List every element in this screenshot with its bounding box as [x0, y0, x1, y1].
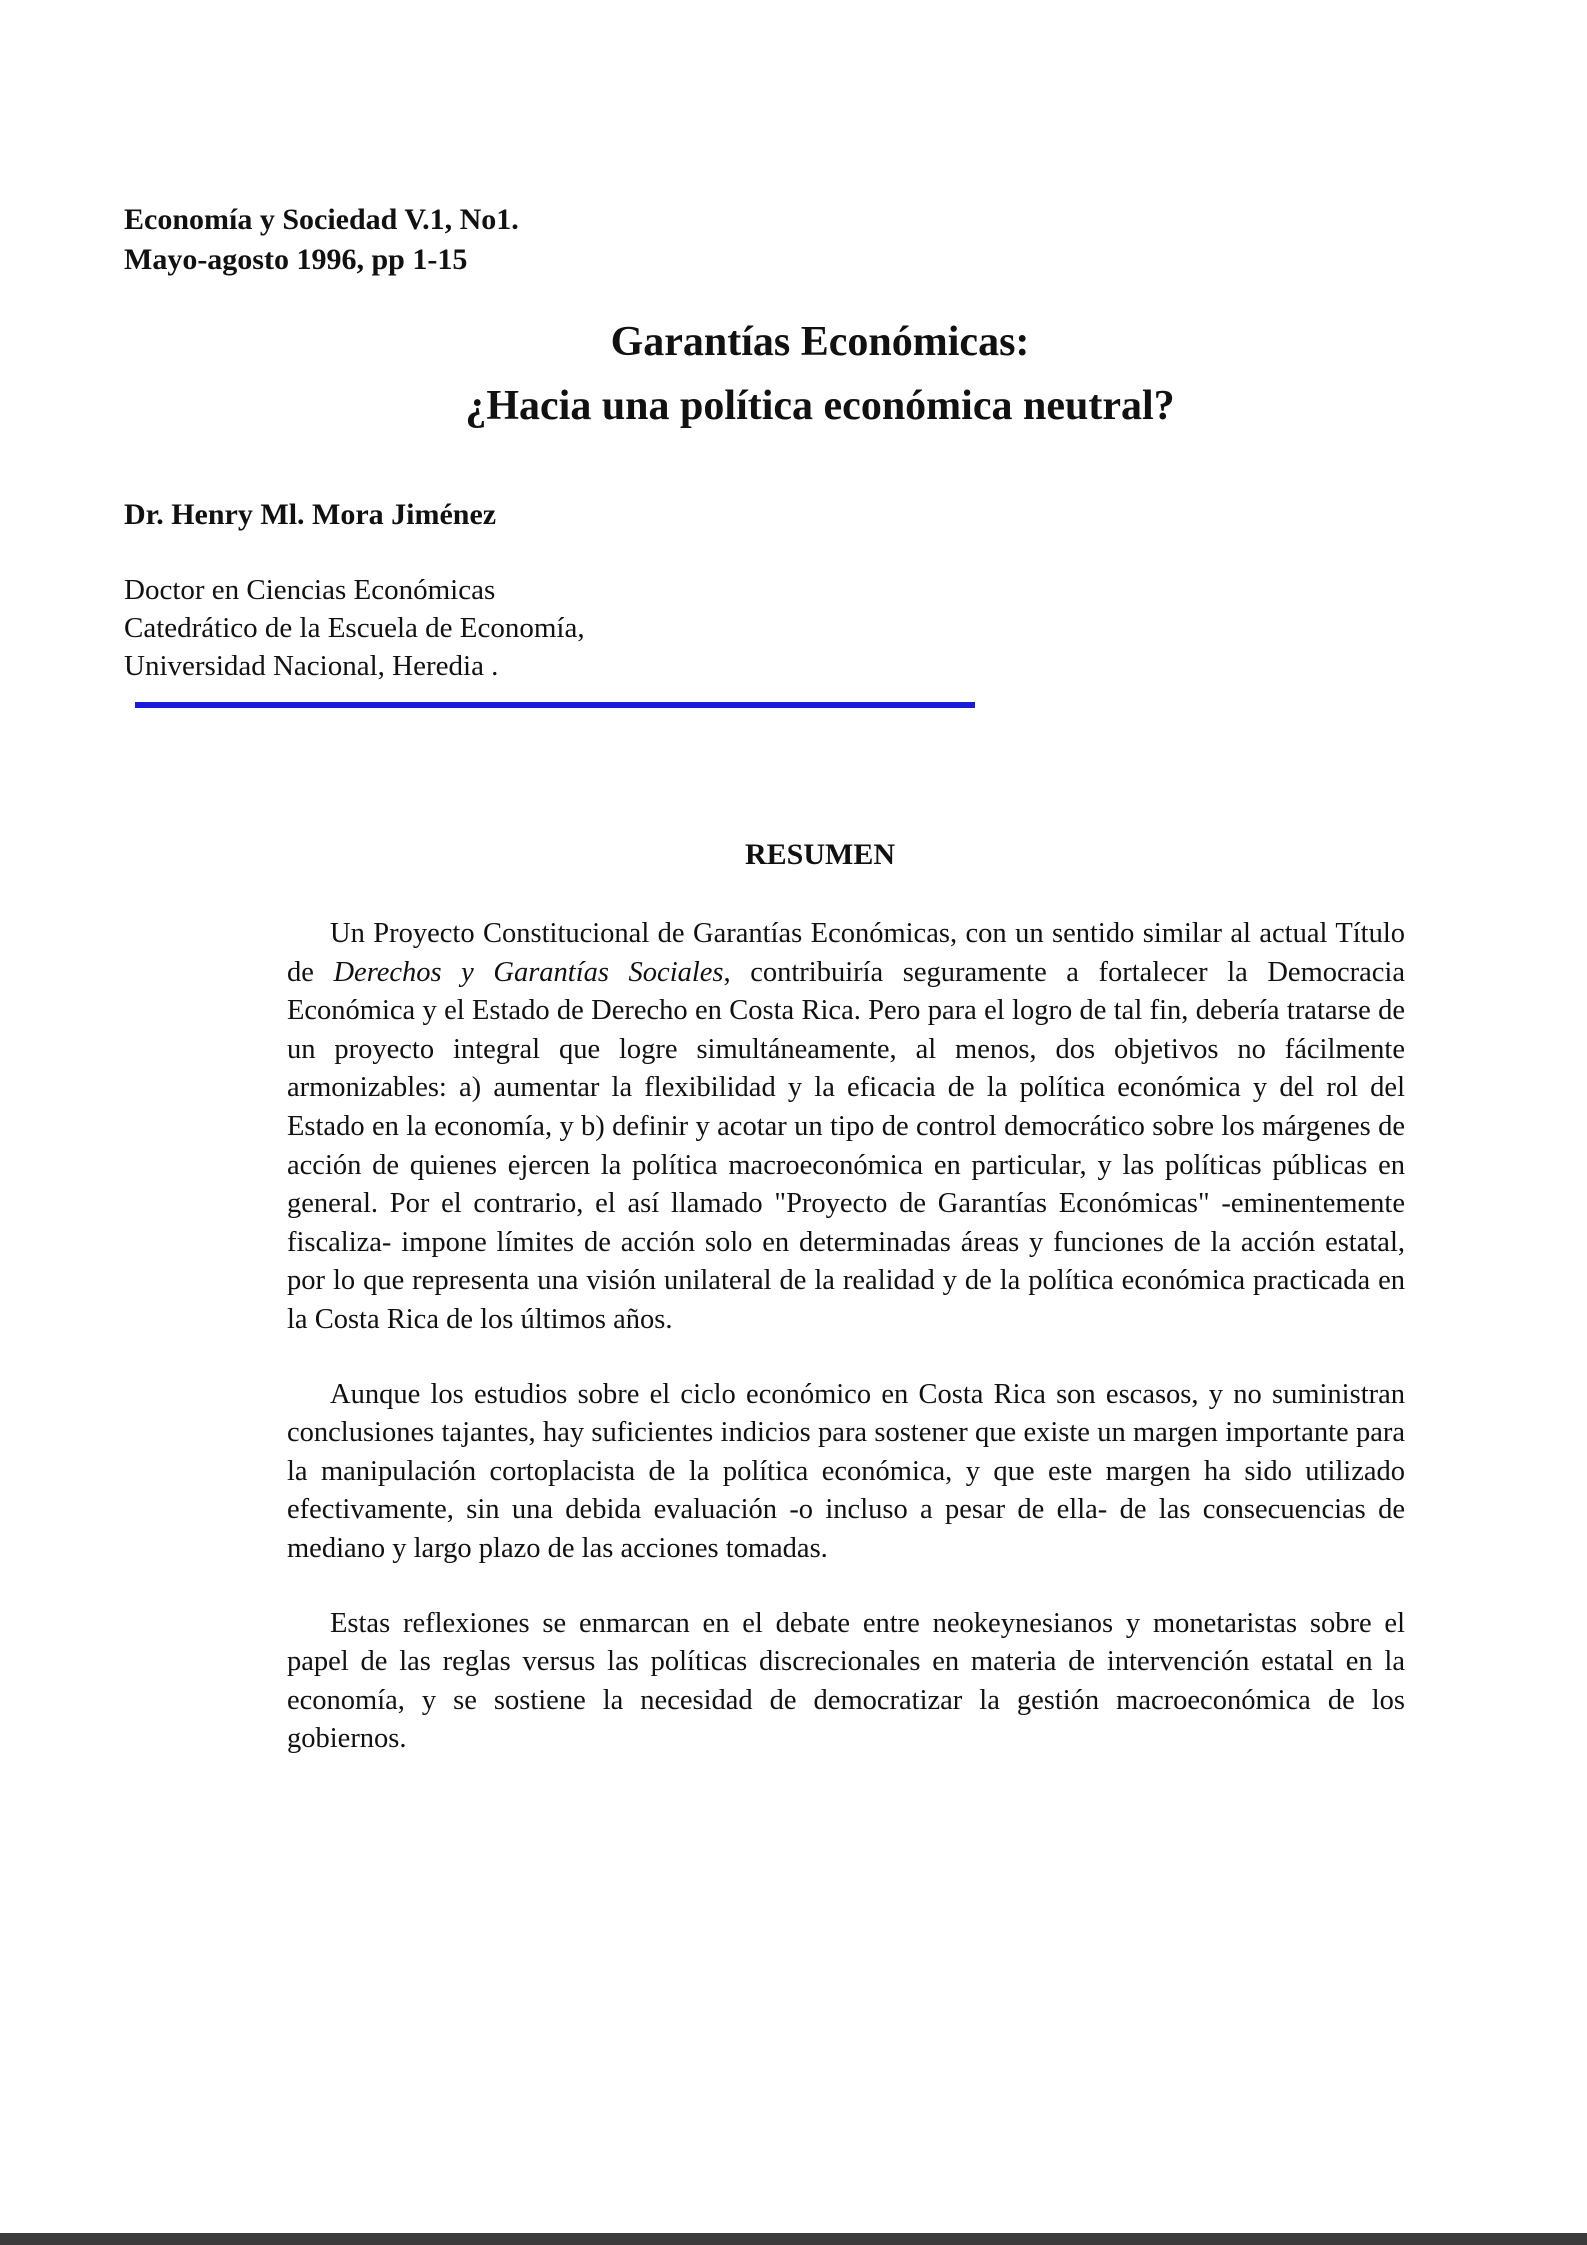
article-title-line-1: Garantías Económicas: — [610, 319, 1030, 365]
abstract-paragraph-1 — [287, 915, 1405, 1340]
journal-date-pages: Mayo-agosto 1996, pp 1-15 — [124, 243, 468, 276]
abstract-p1-end: , contribuiría seguramente a fortalecer la Democracia Económica y el Estado de Derecho en Costa Rica. Pero para el logro de tal fin, debería tratarse de un proyecto integral que logre simultáneamente, al menos, dos objetivos no fácilmente armonizables: a) aumentar la flexibilidad y la eficacia de la política económica y del rol del Estado en la economía, y b) definir y acotar un tipo de control democrático sobre los márgenes de acción de quienes ejercen la política macroeconómica en particular, y las políticas públicas en general. Por el contrario, el así llamado "Proyecto de Garantías Económicas" -eminentemente fiscaliza- impone límites de acción solo en determinadas áreas y funciones de la acción estatal, por lo que representa una visión unilateral de la realidad y de la política económica practicada en la Costa Rica de los últimos años. — [287, 956, 1405, 1335]
abstract-p1-start: Un Proyecto Constitucional de Garantías Económicas, con un sentido similar al actual Título de — [287, 918, 1405, 988]
article-title-line-2: ¿Hacia una política económica neutral? — [465, 383, 1175, 429]
affiliation-university: Universidad Nacional, Heredia . — [124, 650, 499, 682]
affiliation-degree: Doctor en Ciencias Económicas — [124, 574, 496, 606]
abstract-body — [287, 915, 1405, 1795]
viewer-bottom-bar — [0, 2233, 1587, 2245]
abstract-heading: RESUMEN — [744, 838, 895, 871]
abstract-paragraph-2: Aunque los estudios sobre el ciclo económico en Costa Rica son escasos, y no suministran conclusiones tajantes, hay suficientes indicios para sostener que existe un margen importante para la manipulación cortoplacista de la política económica, y que este margen ha sido utilizado efectivamente, sin una debida evaluación -o incluso a pesar de ella- de las consecuencias de mediano y largo plazo de las acciones tomadas. — [287, 1378, 1405, 1564]
separator-rule — [135, 702, 975, 708]
article-title — [0, 310, 1587, 438]
journal-citation — [124, 200, 519, 280]
author-name: Dr. Henry Ml. Mora Jiménez — [124, 498, 497, 531]
abstract-paragraph-3: Estas reflexiones se enmarcan en el debate entre neokeynesianos y monetaristas sobre el papel de las reglas versus las políticas discrecionales en materia de intervención estatal en la economía, y se sostiene la necesidad de democratizar la gestión macroeconómica de los gobiernos. — [287, 1607, 1405, 1755]
author-affiliation — [124, 571, 585, 685]
abstract-p1-italic-title: Derechos y Garantías Sociales — [333, 956, 724, 988]
affiliation-position: Catedrático de la Escuela de Economía, — [124, 612, 585, 644]
journal-volume: Economía y Sociedad V.1, No1. — [124, 203, 519, 236]
